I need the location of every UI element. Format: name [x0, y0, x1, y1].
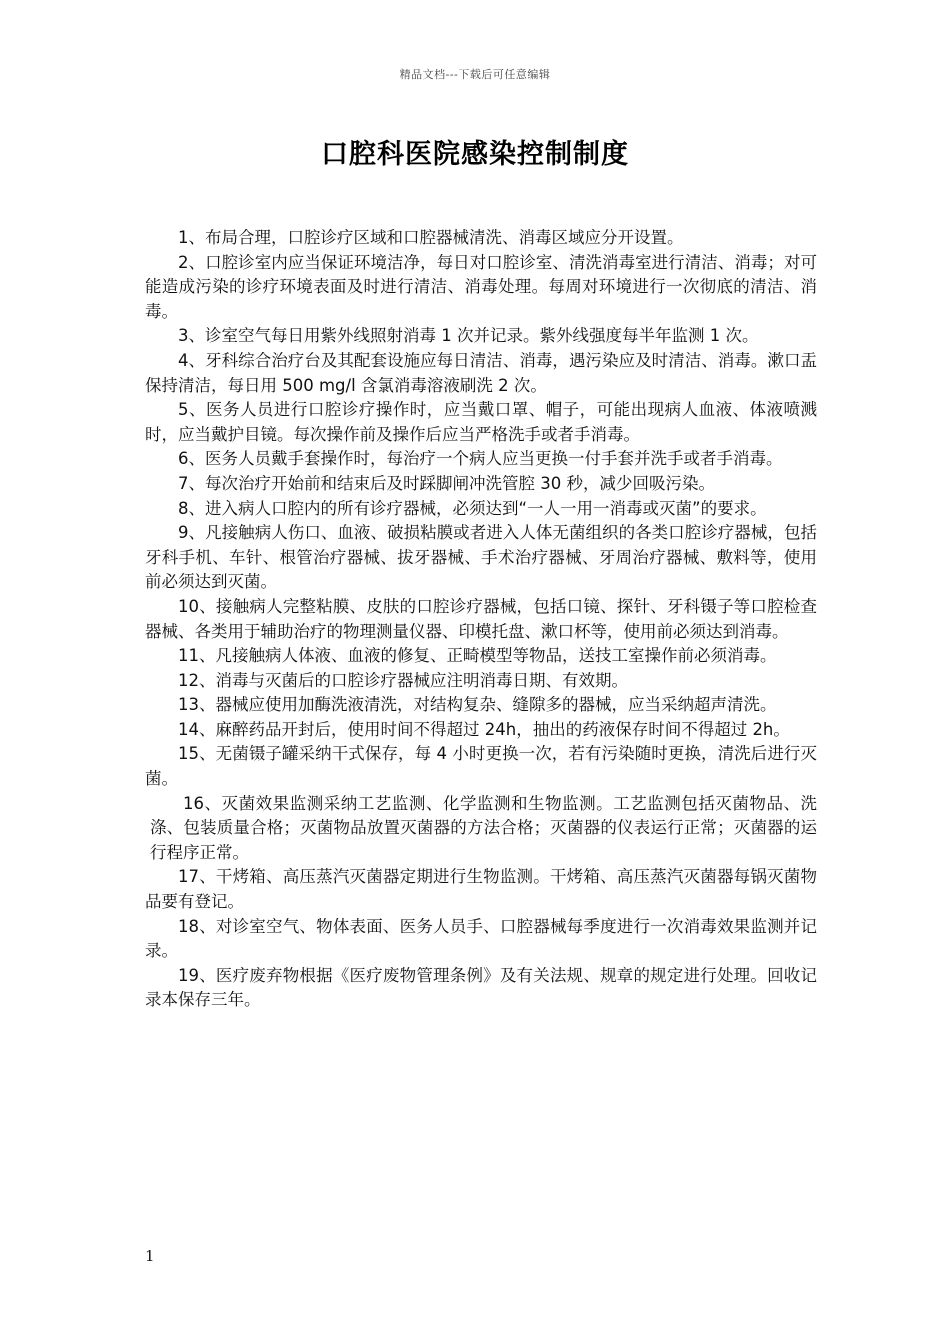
- paragraph-11: 11、凡接触病人体液、血液的修复、正畸模型等物品，送技工室操作前必须消毒。: [178, 646, 777, 666]
- paragraph-3: 3、诊室空气每日用紫外线照射消毒 1 次并记录。紫外线强度每半年监测 1 次。: [178, 326, 759, 346]
- paragraph-1: 1、布局合理，口腔诊疗区域和口腔器械清洗、消毒区域应分开设置。: [178, 228, 684, 247]
- paragraph-7: 7、每次治疗开始前和结束后及时踩脚闸冲洗管腔 30 秒，减少回吸污染。: [178, 473, 715, 493]
- paragraph-5: 5、医务人员进行口腔诊疗操作时，应当戴口罩、帽子，可能出现病人血液、体液喷溅时，应当戴护目镜。每次操作前及操作后应当严格洗手或者手消毒。: [145, 400, 817, 444]
- paragraph-4: 4、牙科综合治疗台及其配套设施应每日清洁、消毒，遇污染应及时清洁、消毒。漱口盂保持清洁，每日用 500 mg/l 含氯消毒溶液刷洗 2 次。: [145, 350, 817, 395]
- document-body: [145, 226, 817, 1013]
- document-title: 口腔科医院感染控制制度: [321, 139, 629, 170]
- page-number: 1: [145, 1247, 155, 1265]
- paragraph-12: 12、消毒与灭菌后的口腔诊疗器械应注明消毒日期、有效期。: [178, 670, 628, 690]
- paragraph-2: 2、口腔诊室内应当保证环境洁净，每日对口腔诊室、清洗消毒室进行清洁、消毒；对可能造成污染的诊疗环境表面及时进行清洁、消毒处理。每周对环境进行一次彻底的清洁、消毒。: [145, 252, 817, 321]
- paragraph-10: 10、接触病人完整粘膜、皮肤的口腔诊疗器械，包括口镜、探针、牙科镊子等口腔检查器械、各类用于辅助治疗的物理测量仪器、印模托盘、漱口杯等，使用前必须达到消毒。: [145, 596, 817, 641]
- paragraph-18: 18、对诊室空气、物体表面、医务人员手、口腔器械每季度进行一次消毒效果监测并记录。: [145, 916, 817, 961]
- paragraph-15: 15、无菌镊子罐采纳干式保存，每 4 小时更换一次，若有污染随时更换，清洗后进行灭菌。: [145, 744, 817, 789]
- paragraph-17: 17、干烤箱、高压蒸汽灭菌器定期进行生物监测。干烤箱、高压蒸汽灭菌器每锅灭菌物品要有登记。: [145, 867, 817, 912]
- paragraph-16: 16、灭菌效果监测采纳工艺监测、化学监测和生物监测。工艺监测包括灭菌物品、洗涤、包装质量合格；灭菌物品放置灭菌器的方法合格；灭菌器的仪表运行正常；灭菌器的运行程序正常。: [150, 793, 817, 862]
- paragraph-8: 8、进入病人口腔内的所有诊疗器械，必须达到“一人一用一消毒或灭菌”的要求。: [178, 498, 767, 518]
- paragraph-6: 6、医务人员戴手套操作时，每治疗一个病人应当更换一付手套并洗手或者手消毒。: [178, 449, 783, 469]
- paragraph-9: 9、凡接触病人伤口、血液、破损粘膜或者进入人体无菌组织的各类口腔诊疗器械，包括牙科手机、车针、根管治疗器械、拔牙器械、手术治疗器械、牙周治疗器械、敷料等，使用前必须达到灭菌。: [145, 523, 817, 592]
- header-note: 精品文档---下载后可任意编辑: [399, 68, 551, 81]
- paragraph-19: 19、医疗废弃物根据《医疗废物管理条例》及有关法规、规章的规定进行处理。回收记录本保存三年。: [145, 965, 817, 1010]
- paragraph-14: 14、麻醉药品开封后，使用时间不得超过 24h，抽出的药液保存时间不得超过 2h。: [178, 719, 790, 739]
- paragraph-13: 13、器械应使用加酶洗液清洗，对结构复杂、缝隙多的器械，应当采纳超声清洗。: [178, 695, 777, 715]
